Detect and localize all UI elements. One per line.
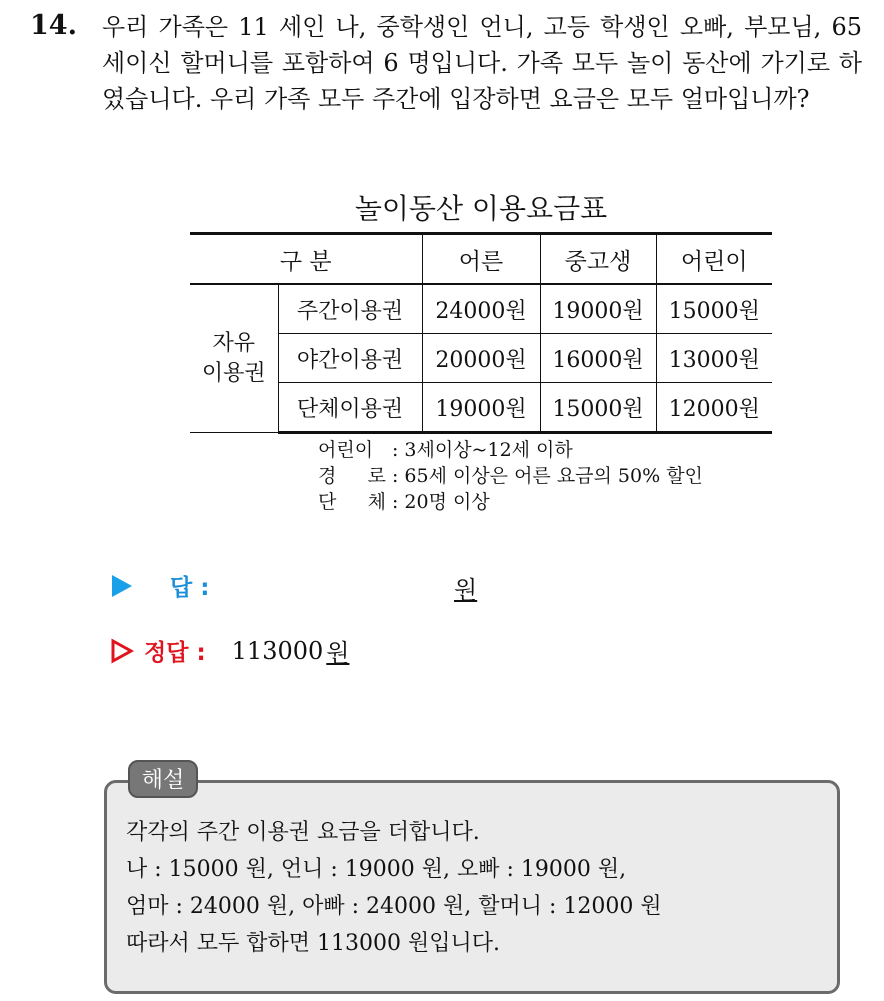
note-key (318, 437, 386, 463)
note-value: 3세이상~12세 이하 (404, 439, 573, 461)
note-child (318, 437, 703, 463)
header-teen: 중고생 (540, 234, 656, 285)
note-colon: : (392, 439, 399, 461)
price-cell: 16000원 (540, 334, 656, 383)
ticket-type: 주간이용권 (278, 284, 422, 334)
note-key (318, 463, 386, 489)
table-notes (318, 437, 703, 515)
correct-label: 정답 : (144, 640, 206, 666)
note-key-text: 체 (367, 491, 386, 513)
table-row (190, 383, 772, 433)
note-key-text: 어린이 (318, 439, 374, 461)
explanation-text (126, 814, 662, 962)
note-key-text: 경 (318, 465, 337, 487)
table-row (190, 284, 772, 334)
price-cell: 24000원 (422, 284, 540, 334)
question-number: 14. (30, 10, 77, 41)
answer-blank-unit: 원 (454, 576, 478, 604)
question-text: 우리 가족은 11 세인 나, 중학생인 언니, 고등 학생인 오빠, 부모님, 65 세이신 할머니를 포함하여 6 명입니다. 가족 모두 놀이 동산에 가기로 하였습니다. 우리 가족 모두 주간에 입장하면 요금은 모두 얼마입니까? (102, 13, 862, 113)
explanation-line: 나 : 15000 원, 언니 : 19000 원, 오빠 : 19000 원, (126, 857, 627, 882)
note-key-text: 단 (318, 491, 337, 513)
outline-triangle-icon (110, 638, 134, 664)
explanation-line: 각각의 주간 이용권 요금을 더합니다. (126, 820, 480, 845)
answer-row (112, 569, 209, 602)
group-label: 자유 이용권 (190, 284, 278, 433)
answer-label: 답 : (170, 575, 210, 601)
fee-table (190, 232, 772, 434)
correct-unit: 원 (326, 639, 350, 667)
price-cell: 15000원 (540, 383, 656, 433)
note-colon: : (392, 491, 399, 513)
note-group (318, 489, 703, 515)
price-cell: 19000원 (540, 284, 656, 334)
price-cell: 20000원 (422, 334, 540, 383)
header-division: 구 분 (190, 234, 422, 285)
price-cell: 15000원 (656, 284, 772, 334)
explanation-tab: 해설 (128, 760, 198, 798)
price-cell: 19000원 (422, 383, 540, 433)
note-value: 65세 이상은 어른 요금의 50% 할인 (404, 465, 703, 487)
note-key-text: 로 (367, 465, 386, 487)
table-row (190, 334, 772, 383)
correct-answer-row (110, 633, 349, 668)
header-child: 어린이 (656, 234, 772, 285)
note-colon: : (392, 465, 399, 487)
note-senior (318, 463, 703, 489)
ticket-type: 단체이용권 (278, 383, 422, 433)
table-title: 놀이동산 이용요금표 (354, 192, 608, 225)
note-value: 20명 이상 (404, 491, 490, 513)
header-adult: 어른 (422, 234, 540, 285)
ticket-type: 야간이용권 (278, 334, 422, 383)
price-cell: 12000원 (656, 383, 772, 433)
play-triangle-icon (112, 575, 132, 597)
correct-value: 113000 (231, 636, 324, 665)
explanation-line: 따라서 모두 합하면 113000 원입니다. (126, 931, 500, 956)
note-key (318, 489, 386, 515)
table-header-row (190, 234, 772, 285)
explanation-line: 엄마 : 24000 원, 아빠 : 24000 원, 할머니 : 12000 원 (126, 894, 662, 919)
price-cell: 13000원 (656, 334, 772, 383)
